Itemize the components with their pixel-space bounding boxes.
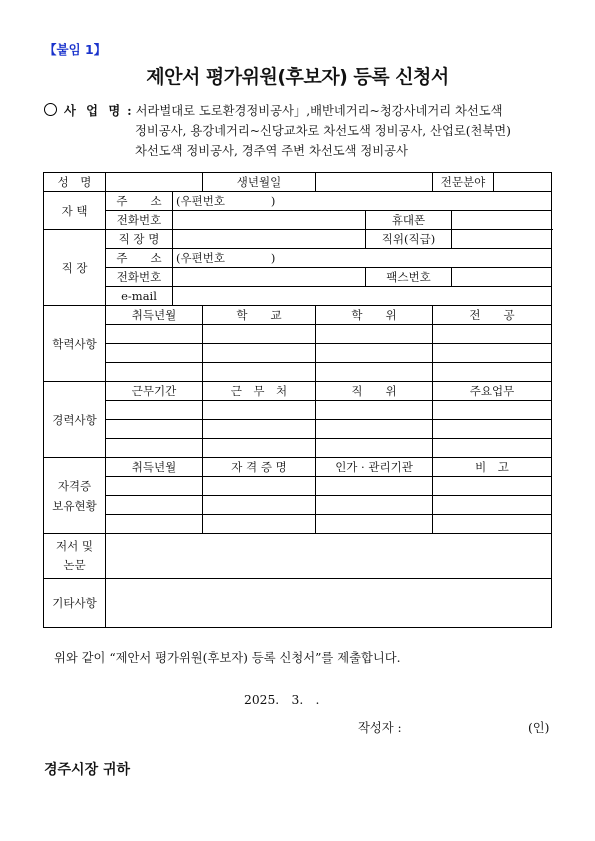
position-grade-label: 직위(직급): [366, 230, 452, 249]
career-cell[interactable]: [433, 420, 552, 439]
name-label: 성 명: [44, 173, 106, 192]
career-cell[interactable]: [106, 401, 203, 420]
specialty-label: 전문분야: [433, 173, 494, 192]
work-address-field[interactable]: [173, 249, 552, 268]
career-cell[interactable]: [316, 420, 433, 439]
workplace-field[interactable]: [173, 230, 366, 249]
license-cell[interactable]: [106, 496, 203, 515]
project-colon: :: [127, 103, 132, 118]
work-postal-code: (우편번호 ): [176, 251, 276, 265]
license-cell[interactable]: [203, 477, 316, 496]
email-field[interactable]: [173, 287, 552, 306]
edu-cell[interactable]: [316, 344, 433, 363]
home-postal-code: (우편번호 ): [176, 194, 276, 208]
license-cell[interactable]: [106, 515, 203, 534]
work-phone-label: 전화번호: [106, 268, 173, 287]
license-cell[interactable]: [106, 477, 203, 496]
career-header-period: 근무기간: [106, 382, 203, 401]
project-block: [44, 101, 564, 161]
home-phone-label: 전화번호: [106, 211, 173, 230]
license-cell[interactable]: [316, 496, 433, 515]
mobile-label: 휴대폰: [366, 211, 452, 230]
work-phone-field[interactable]: [173, 268, 366, 287]
license-label: [44, 458, 106, 534]
edu-cell[interactable]: [433, 344, 552, 363]
fax-field[interactable]: [452, 268, 552, 287]
career-cell[interactable]: [433, 401, 552, 420]
work-label: 직 장: [44, 230, 106, 306]
license-header-date: 취득년월: [106, 458, 203, 477]
license-cell[interactable]: [203, 515, 316, 534]
license-header-name: 자 격 증 명: [203, 458, 316, 477]
addressee: 경주시장 귀하: [44, 762, 131, 778]
edu-cell[interactable]: [106, 325, 203, 344]
license-label-line-1: 자격증: [57, 478, 92, 493]
position-grade-field[interactable]: [452, 230, 552, 249]
home-phone-field[interactable]: [173, 211, 366, 230]
attachment-label: 【붙임 1】: [44, 42, 107, 57]
edu-cell[interactable]: [203, 325, 316, 344]
edu-cell[interactable]: [203, 344, 316, 363]
edu-cell[interactable]: [203, 363, 316, 382]
career-cell[interactable]: [433, 439, 552, 458]
career-cell[interactable]: [106, 420, 203, 439]
work-address-label: 주 소: [106, 249, 173, 268]
project-line-1: 서라벌대로 도로환경정비공사」,배반네거리~청강사네거리 차선도색: [135, 104, 503, 118]
career-header-duties: 주요업무: [433, 382, 552, 401]
career-header-position: 직 위: [316, 382, 433, 401]
project-line-3: 차선도색 정비공사, 경주역 주변 차선도색 정비공사: [135, 144, 408, 158]
papers-label-line-1: 저서 및: [56, 539, 93, 553]
career-cell[interactable]: [106, 439, 203, 458]
submission-statement: 위와 같이 “제안서 평가위원(후보자) 등록 신청서”를 제출합니다.: [54, 651, 401, 665]
career-label: 경력사항: [44, 382, 106, 458]
home-address-label: 주 소: [106, 192, 173, 211]
license-cell[interactable]: [316, 515, 433, 534]
birth-label: 생년월일: [203, 173, 316, 192]
specialty-field[interactable]: [494, 173, 552, 192]
submission-date: 2025. 3. .: [244, 693, 320, 707]
edu-cell[interactable]: [316, 325, 433, 344]
papers-label-line-2: 논문: [63, 558, 86, 572]
license-cell[interactable]: [203, 496, 316, 515]
license-cell[interactable]: [316, 477, 433, 496]
edu-cell[interactable]: [316, 363, 433, 382]
license-cell[interactable]: [433, 477, 552, 496]
other-label: 기타사항: [44, 579, 106, 628]
edu-cell[interactable]: [106, 344, 203, 363]
papers-label: [44, 534, 106, 579]
edu-header-degree: 학 위: [316, 306, 433, 325]
home-address-field[interactable]: [173, 192, 552, 211]
other-field[interactable]: [106, 579, 552, 628]
edu-header-school: 학 교: [203, 306, 316, 325]
career-cell[interactable]: [316, 439, 433, 458]
career-header-workplace: 근 무 처: [203, 382, 316, 401]
edu-cell[interactable]: [433, 325, 552, 344]
workplace-label: 직 장 명: [106, 230, 173, 249]
education-label: 학력사항: [44, 306, 106, 382]
mobile-field[interactable]: [452, 211, 552, 230]
license-label-line-2: 보유현황: [52, 498, 97, 513]
circle-bullet-icon: [44, 103, 57, 116]
home-label: 자 택: [44, 192, 106, 230]
papers-field[interactable]: [106, 534, 552, 579]
license-cell[interactable]: [433, 515, 552, 534]
project-label: 사 업 명: [64, 104, 124, 118]
email-label: e-mail: [106, 287, 173, 306]
seal-label: (인): [528, 721, 550, 735]
license-header-issuer: 인가 · 관리기관: [316, 458, 433, 477]
edu-header-date: 취득년월: [106, 306, 203, 325]
fax-label: 팩스번호: [366, 268, 452, 287]
career-cell[interactable]: [203, 401, 316, 420]
application-form-table: [43, 172, 552, 628]
career-cell[interactable]: [316, 401, 433, 420]
license-cell[interactable]: [433, 496, 552, 515]
birth-field[interactable]: [316, 173, 433, 192]
license-header-notes: 비 고: [433, 458, 552, 477]
career-cell[interactable]: [203, 420, 316, 439]
edu-cell[interactable]: [106, 363, 203, 382]
edu-header-major: 전 공: [433, 306, 552, 325]
project-line-2: 정비공사, 용강네거리~신당교차로 차선도색 정비공사, 산업로(천북면): [135, 124, 511, 138]
edu-cell[interactable]: [433, 363, 552, 382]
writer-label: 작성자 :: [358, 721, 402, 735]
name-field[interactable]: [106, 173, 203, 192]
document-title: 제안서 평가위원(후보자) 등록 신청서: [146, 66, 449, 88]
career-cell[interactable]: [203, 439, 316, 458]
